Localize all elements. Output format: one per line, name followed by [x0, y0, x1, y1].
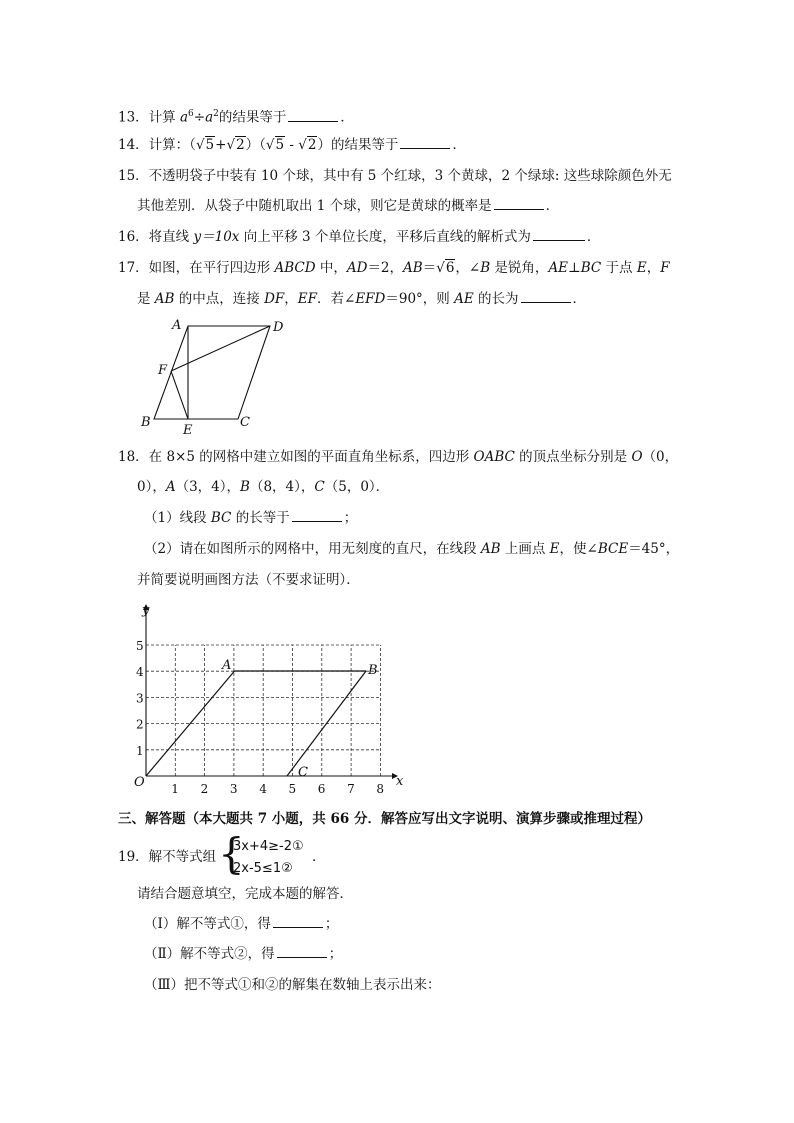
answer-blank[interactable]	[533, 228, 585, 241]
question-16: 16．将直线 y＝10x 向上平移 3 个单位长度，平移后直线的解析式为 ．	[118, 229, 601, 245]
question-14: 14．计算：（√5+√2）（√5 - √2）的结果等于 ．	[118, 137, 466, 153]
question-17-line1: 17．如图，在平行四边形 ABCD 中，AD＝2，AB＝√6，∠B 是锐角，AE⊥BC 于点 E，F	[118, 260, 670, 276]
question-18-part2-cont: 并简要说明画图方法（不要求证明）．	[137, 572, 360, 588]
y-tick-label: 1	[136, 743, 144, 758]
coordinate-grid-figure	[130, 602, 410, 802]
sqrt-2: √2	[298, 137, 317, 153]
x-tick-label: 1	[171, 782, 179, 796]
x-tick-label: 4	[259, 782, 267, 796]
answer-blank[interactable]	[521, 290, 571, 303]
question-19-instruction: 请结合题意填空，完成本题的解答．	[137, 886, 353, 902]
answer-blank[interactable]	[288, 109, 338, 122]
question-19-part1: （Ⅰ）解不等式①，得 ；	[144, 916, 339, 932]
label-a: A	[172, 318, 182, 333]
question-17-line2: 是 AB 的中点，连接 DF，EF．若∠EFD＝90°，则 AE 的长为 ．	[137, 291, 586, 307]
question-15-line2: 其他差别．从袋子中随机取出 1 个球，则它是黄球的概率是 ．	[137, 198, 560, 214]
y-axis-label: y	[142, 603, 150, 618]
origin-label: O	[134, 775, 145, 790]
answer-blank[interactable]	[273, 915, 323, 928]
answer-blank[interactable]	[400, 136, 450, 149]
label-b: B	[141, 415, 151, 430]
answer-blank[interactable]	[277, 945, 327, 958]
y-tick-label: 3	[136, 691, 144, 706]
y-tick-label: 2	[136, 717, 144, 732]
x-axis-label: x	[396, 774, 404, 789]
sqrt-5: √5	[265, 137, 285, 153]
question-15-line1: 15．不透明袋子中装有 10 个球，其中有 5 个红球，3 个黄球，2 个绿球: 这些球除颜色外无	[118, 168, 672, 184]
question-19-part2: （Ⅱ）解不等式②，得 ；	[144, 946, 343, 962]
question-18-part2: （2）请在如图所示的网格中，用无刻度的直尺，在线段 AB 上画点 E，使∠BCE＝45°，	[144, 541, 680, 557]
label-a: A	[222, 658, 232, 673]
label-c: C	[240, 415, 250, 430]
y-tick-label: 4	[136, 665, 144, 680]
sqrt-5: √5	[195, 137, 215, 153]
label-c: C	[298, 765, 308, 780]
y-tick-label: 5	[136, 639, 144, 653]
x-tick-label: 5	[288, 782, 297, 796]
question-18-part1: （1）线段 BC 的长等于 ；	[144, 510, 358, 526]
answer-blank[interactable]	[292, 509, 342, 522]
question-13: 13．计算 $a^6\div a^2$的结果等于 ．	[118, 109, 354, 126]
label-f: F	[158, 363, 168, 378]
system-brace: {	[218, 829, 245, 878]
question-18-line2: 0），A（3，4），B（8，4），C（5，0）．	[137, 479, 390, 495]
inequality-1: 3x+4≥-2①	[233, 839, 304, 854]
answer-blank[interactable]	[494, 197, 544, 210]
sqrt-6: √6	[436, 260, 455, 276]
x-tick-label: 7	[347, 782, 355, 796]
inequality-system	[233, 836, 304, 880]
x-tick-label: 2	[200, 782, 209, 796]
question-19: 19．解不等式组	[118, 849, 217, 865]
parallelogram-figure	[138, 316, 298, 438]
question-19-part3: （Ⅲ）把不等式①和②的解集在数轴上表示出来：	[144, 977, 441, 993]
segment-ef	[171, 371, 188, 419]
inequality-2: 2x-5≤1②	[233, 861, 293, 876]
label-b: B	[368, 663, 378, 678]
x-tick-label: 6	[317, 782, 326, 796]
section-3-title: 三、解答题（本大题共 7 小题，共 66 分．解答应写出文字说明、演算步骤或推理过程）	[118, 811, 651, 827]
x-tick-label: 3	[229, 782, 238, 796]
label-e: E	[183, 423, 193, 438]
sqrt-2: √2	[226, 137, 245, 153]
question-18-line1: 18．在 8×5 的网格中建立如图的平面直角坐标系，四边形 OABC 的顶点坐标分别是 O（0，	[118, 449, 679, 465]
x-tick-label: 8	[376, 782, 385, 796]
label-d: D	[273, 320, 284, 335]
